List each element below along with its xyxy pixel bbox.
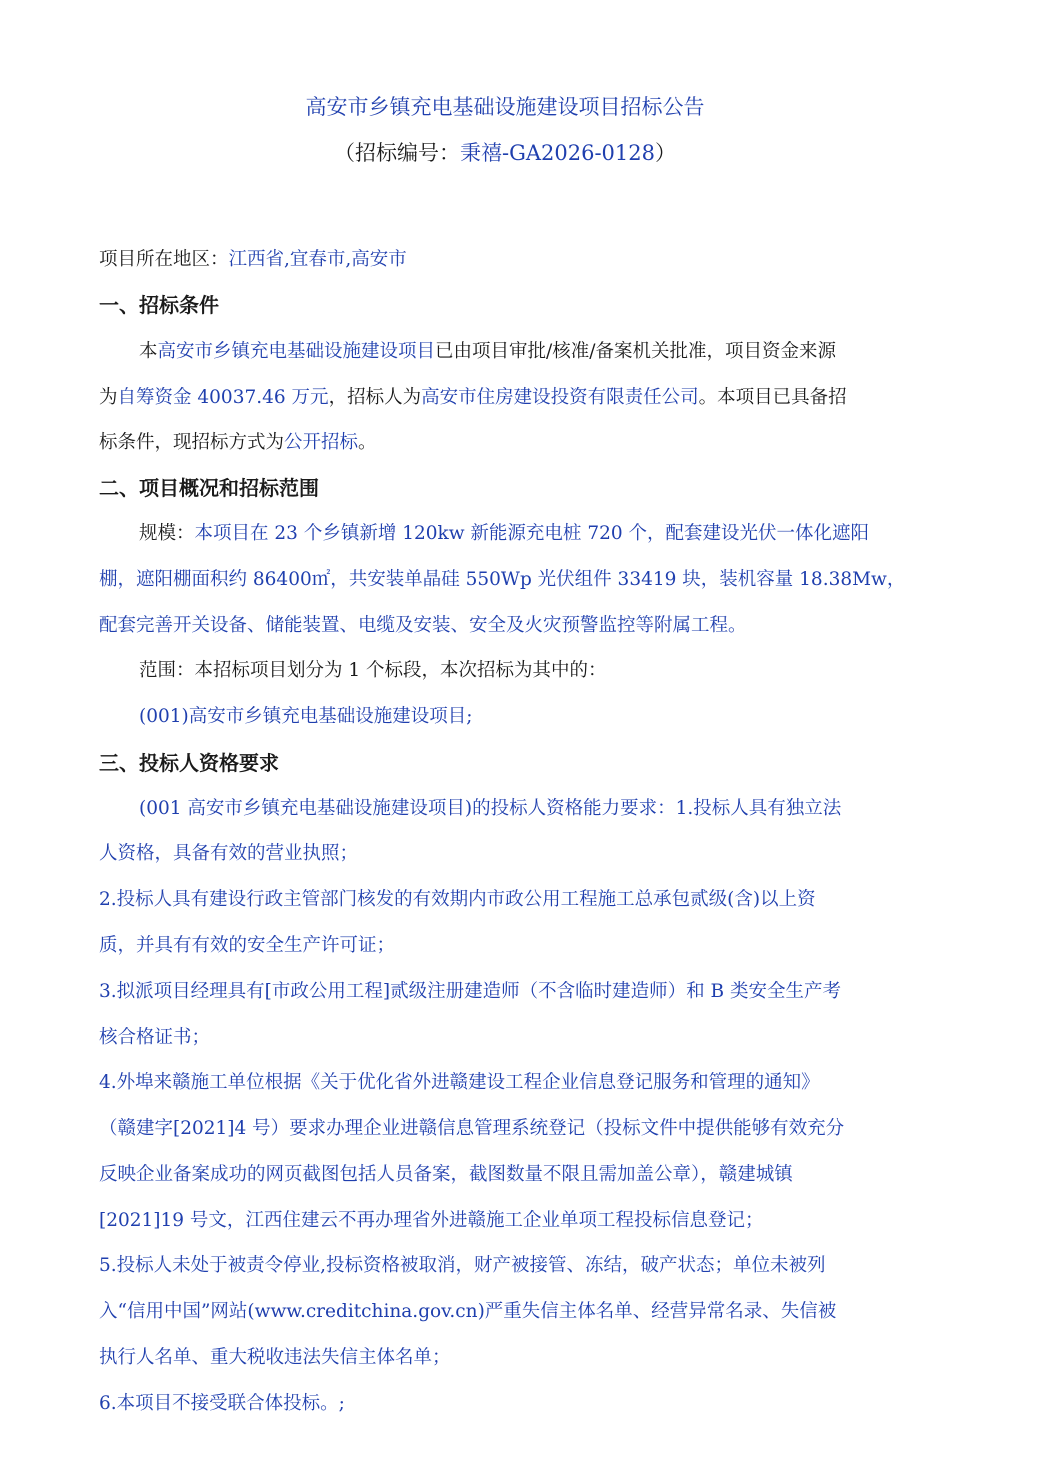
s1-tenderer: 高安市住房建设投资有限责任公司	[421, 387, 699, 408]
s1-method: 公开招标	[284, 432, 359, 453]
s1-funding: 自筹资金 40037.46 万元	[117, 387, 329, 408]
region-line	[99, 246, 914, 274]
s1-line-3	[99, 429, 914, 457]
s3-line: 6.本项目不接受联合体投标。;	[99, 1393, 345, 1414]
section-3-heading: 三、投标人资格要求	[99, 751, 279, 775]
s3-line: 核合格证书；	[99, 1027, 211, 1048]
s2-scale-line-3: 配套完善开关设备、储能装置、电缆及安装、安全及火灾预警监控等附属工程。	[99, 615, 747, 636]
scale-text: 本项目在 23 个乡镇新增 120kw 新能源充电桩 720 个，配套建设光伏一体化遮阳	[194, 523, 870, 544]
s3-line: 入“信用中国”网站(www.creditchina.gov.cn)严重失信主体名单、经营异常名录、失信被	[99, 1301, 837, 1322]
s2-lot: (001)高安市乡镇充电基础设施建设项目;	[139, 706, 473, 727]
s3-line: [2021]19 号文，江西住建云不再办理省外进赣施工企业单项工程投标信息登记；	[99, 1210, 764, 1231]
s2-scale-line-1	[139, 520, 954, 548]
s3-line: 执行人名单、重大税收违法失信主体名单；	[99, 1347, 451, 1368]
s1-text: ，招标人为	[328, 387, 422, 408]
section-2-heading: 二、项目概况和招标范围	[99, 476, 319, 500]
s2-range: 范围：本招标项目划分为 1 个标段，本次招标为其中的：	[139, 660, 607, 681]
s3-line: (001 高安市乡镇充电基础设施建设项目)的投标人资格能力要求：1.投标人具有独立法	[139, 798, 842, 819]
tender-code-prefix: （招标编号：	[333, 141, 460, 165]
region-value: 江西省,宜春市,高安市	[228, 249, 407, 270]
tender-code-suffix: ）	[655, 141, 677, 165]
tender-code: 秉禧-GA2026-0128	[459, 141, 656, 165]
s2-scale-line-2: 棚，遮阳棚面积约 86400㎡，共安装单晶硅 550Wp 光伏组件 33419 块，装机容量 18.38Mw，	[99, 569, 906, 590]
s3-line: 5.投标人未处于被责令停业,投标资格被取消，财产被接管、冻结，破产状态；单位未被列	[99, 1255, 826, 1276]
s1-text: 本	[139, 341, 158, 362]
s3-line: （赣建字[2021]4 号）要求办理企业进赣信息管理系统登记（投标文件中提供能够有效充分	[99, 1118, 845, 1139]
section-1-heading: 一、招标条件	[99, 293, 219, 317]
s3-line: 质，并具有有效的安全生产许可证；	[99, 935, 396, 956]
region-label: 项目所在地区：	[99, 249, 229, 270]
s1-text: 为	[99, 387, 118, 408]
scale-label: 规模：	[139, 523, 195, 544]
s1-text: 标条件，现招标方式为	[99, 432, 285, 453]
s3-line: 2.投标人具有建设行政主管部门核发的有效期内市政公用工程施工总承包贰级(含)以上资	[99, 889, 816, 910]
s1-text: 已由项目审批/核准/备案机关批准，项目资金来源	[435, 341, 836, 362]
s1-text: 。	[358, 432, 377, 453]
s3-line: 人资格，具备有效的营业执照；	[99, 843, 359, 864]
s3-line: 反映企业备案成功的网页截图包括人员备案，截图数量不限且需加盖公章），赣建城镇	[99, 1164, 793, 1185]
s3-line: 4.外埠来赣施工单位根据《关于优化省外进赣建设工程企业信息登记服务和管理的通知》	[99, 1072, 820, 1093]
tender-code-line	[0, 138, 1010, 168]
s1-text: 。本项目已具备招	[698, 387, 847, 408]
s1-project-name: 高安市乡镇充电基础设施建设项目	[157, 341, 436, 362]
s1-line-1	[139, 338, 954, 366]
s1-line-2	[99, 384, 914, 412]
page-title: 高安市乡镇充电基础设施建设项目招标公告	[305, 95, 705, 119]
s3-line: 3.拟派项目经理具有[市政公用工程]贰级注册建造师（不含临时建造师）和 B 类安全生产考	[99, 981, 841, 1002]
